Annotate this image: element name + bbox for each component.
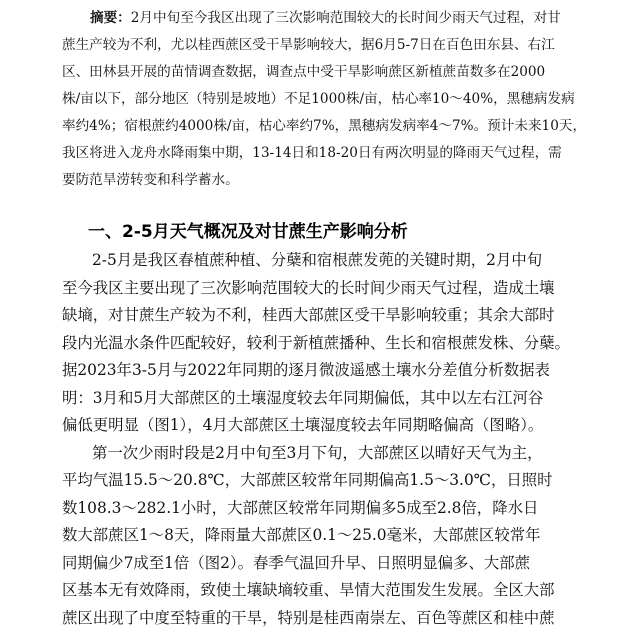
body-line-14: 蔗区出现了中度至特重的干旱，特别是桂西南崇左、百色等蔗区和桂中蔗 — [62, 608, 555, 627]
abstract-line-7: 要防范旱涝转变和科学蓄水。 — [62, 172, 239, 188]
body-line-2: 至今我区主要出现了三次影响范围较大的长时间少雨天气过程，造成土壤 — [62, 278, 555, 297]
abstract-line-4: 株/亩以下，部分地区（特别是坡地）不足1000株/亩，枯心率10～40%，黑穗病发病 — [62, 91, 575, 107]
abstract-text: 2月中旬至今我区出现了三次影响范围较大的长时间少雨天气过程，对甘 — [130, 10, 561, 26]
body-line-11: 数大部蔗区1～8天，降雨量大部蔗区0.1～25.0毫米，大部蔗区较常年 — [62, 526, 541, 544]
body-line-9: 平均气温15.5～20.8℃，大部蔗区较常年同期偏高1.5～3.0℃，日照时 — [62, 471, 553, 489]
abstract-label: 摘要： — [90, 10, 131, 26]
body-line-4: 段内光温水条件匹配较好，较利于新植蔗播种、生长和宿根蔗发株、分蘖。 — [62, 333, 570, 352]
abstract-line-1 — [90, 6, 561, 30]
body-line-7: 偏低更明显（图1），4月大部蔗区土壤湿度较去年同期略偏高（图略）。 — [62, 416, 544, 434]
body-line-12: 同期偏少7成至1倍（图2）。春季气温回升早、日照明显偏多、大部蔗 — [62, 553, 531, 572]
abstract-line-2: 蔗生产较为不利，尤以桂西蔗区受干旱影响较大，据6月5-7日在百色田东县、右江 — [62, 37, 555, 53]
abstract-line-5: 率约4%；宿根蔗约4000株/亩，枯心率约7%，黑穗病发病率4～7%。预计未来10天， — [62, 118, 587, 134]
body-line-3: 缺墒，对甘蔗生产较为不利，桂西大部蔗区受干旱影响较重；其余大部时 — [62, 306, 555, 324]
body-line-1: 2-5月是我区春植蔗种植、分蘖和宿根蔗发蔸的关键时期，2月中旬 — [92, 251, 543, 269]
body-line-6: 明：3月和5月大部蔗区的土壤湿度较去年同期偏低，其中以左右江河谷 — [62, 388, 544, 407]
body-line-8: 第一次少雨时段是2月中旬至3月下旬，大部蔗区以晴好天气为主， — [92, 443, 543, 462]
body-line-13: 区基本无有效降雨，致使土壤缺墒较重、旱情大范围发生发展。全区大部 — [62, 581, 555, 599]
body-line-5: 据2023年3-5月与2022年同期的逐月微波遥感土壤水分差值分析数据表 — [62, 361, 550, 379]
body-line-10: 数108.3～282.1小时，大部蔗区较常年同期偏多5成至2.8倍，降水日 — [62, 498, 539, 517]
abstract-line-3: 区、田林县开展的苗情调查数据，调查点中受干旱影响蔗区新植蔗苗数多在2000 — [62, 64, 546, 80]
abstract-line-6: 我区将进入龙舟水降雨集中期，13-14日和18-20日有两次明显的降雨天气过程，需 — [62, 145, 562, 161]
section-heading: 一、2-5月天气概况及对甘蔗生产影响分析 — [88, 222, 408, 242]
